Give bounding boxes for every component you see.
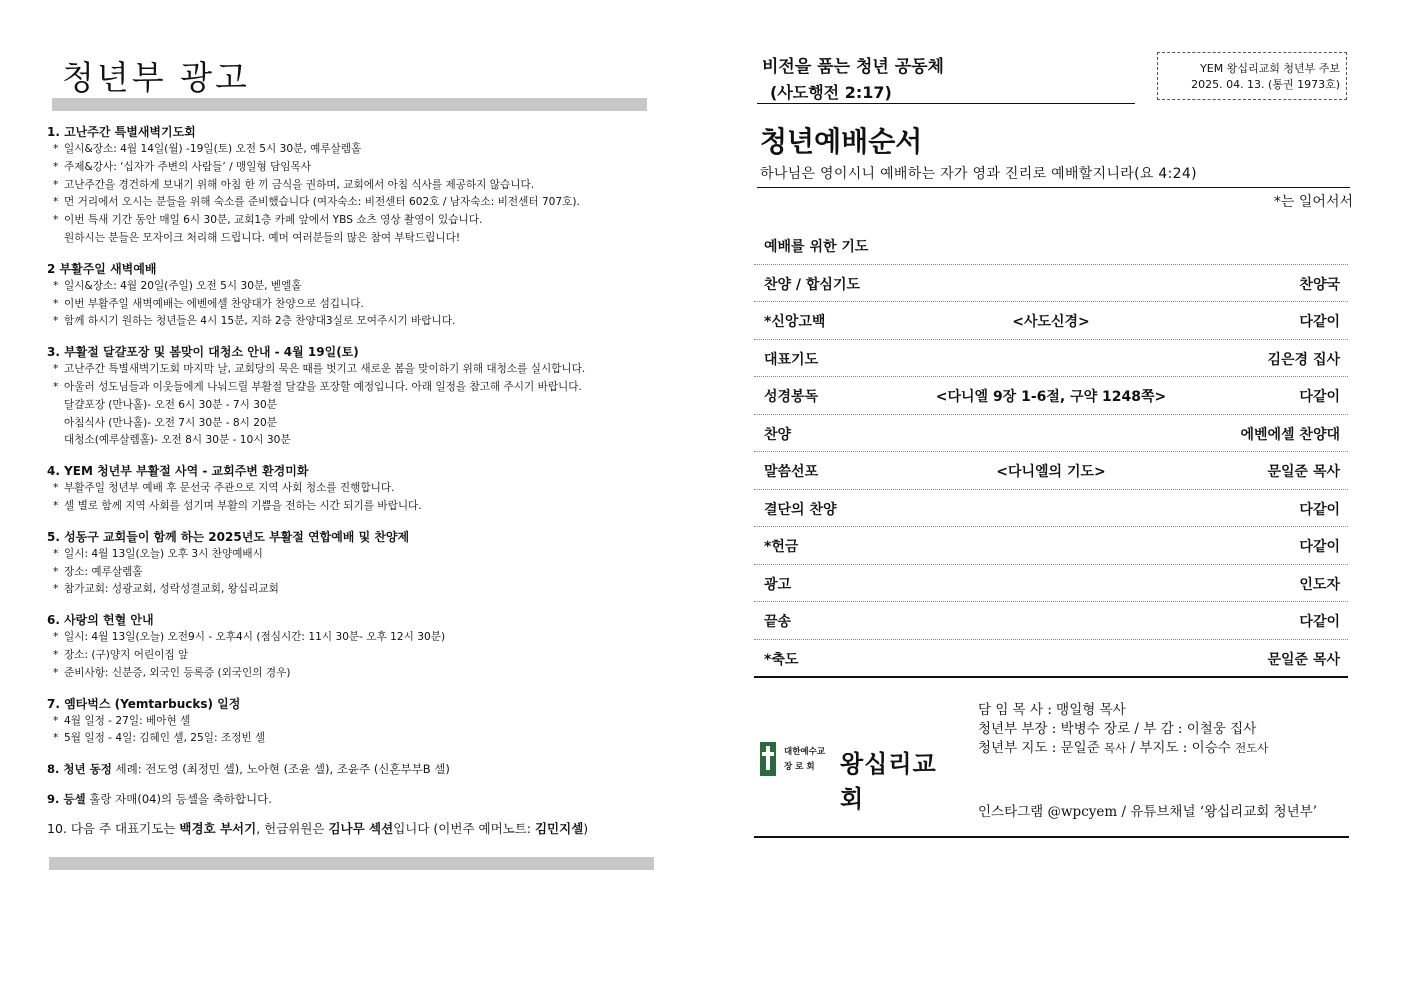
bulletin-date: 2025. 04. 13. (통권 1973호) [1191,78,1340,91]
announcement-line-text: 아침식사 (만나홀)- 오전 7시 30분 - 8시 20분 [64,416,277,429]
worship-order-list [754,227,1348,678]
staff-youth-guide [978,739,1268,758]
order-center: <다니엘 9장 1-6절, 구약 1248쪽> [935,389,1167,405]
bulletin-info-box [1157,52,1347,100]
order-name: 결단의 찬양 [764,501,837,518]
announcement-line-text: 4월 일정 - 27일: 베아현 셀 [64,714,191,727]
announcement-line-text: 부활주일 청년부 예배 후 문선국 주관으로 지역 사회 청소를 진행합니다. [64,482,395,495]
announcement-line [47,141,652,159]
announcement-line [47,361,652,379]
order-row [754,452,1348,490]
standing-note: *는 일어서서 [1273,194,1353,210]
announcement-prefix: 10. 다음 주 대표기도는 [47,821,180,837]
announcement-title: 8. 청년 동정 [47,762,112,777]
announcement-line [47,313,652,331]
announcement-line-text: 고난주간 특별새벽기도회 마지막 날, 교회당의 묵은 때를 벗기고 새로운 봄을 맞이하기 위해 대청소를 실시합니다. [64,363,586,376]
order-row [754,377,1348,415]
order-right: 문일준 목사 [1267,464,1340,480]
announcement-mid: , 헌금위원은 [256,821,329,837]
order-name: *헌금 [764,539,799,555]
announcement-line-text: 일시: 4월 13일(오늘) 오후 3시 찬양예배시 [64,547,263,560]
announcement-title: 2 부활주일 새벽예배 [47,261,157,276]
announcement-line [47,415,652,433]
announcement-line-text: 참가교회: 성광교회, 성락성결교회, 왕십리교회 [64,583,279,596]
staff-senior-pastor: 담 임 목 사 : 맹일형 목사 [978,702,1126,718]
announcement-sections [47,123,652,748]
announcement-line [47,212,652,230]
bullet-star: * [53,547,59,560]
announcement-line-text: 일시&장소: 4월 14일(월) -19일(토) 오전 5시 30분, 예루살렘홀 [64,143,362,155]
bullet-star: * [53,196,59,209]
order-name: 말씀선포 [764,464,819,480]
order-name: 찬양 [764,426,792,443]
announcement-item-2 [47,260,652,331]
announcement-line-text: 셀 별로 함께 지역 사회를 섬기며 부활의 기쁨을 전하는 시간 되기를 바랍니다. [64,499,422,512]
bullet-star: * [53,160,59,173]
announcement-line [47,546,652,564]
announcement-line-text: 이번 특새 기간 동안 매일 6시 30분, 교회1층 카페 앞에서 YBS 쇼츠 영상 촬영이 있습니다. [64,214,483,227]
announcement-title: 3. 부활절 달걀포장 및 봄맞이 대청소 안내 - 4월 19일(토) [47,345,359,360]
order-center: <다니엘의 기도> [996,464,1106,480]
order-row [754,415,1348,453]
bullet-star: * [53,648,59,661]
order-right: 다같이 [1299,539,1340,555]
announcement-line-text: 달걀포장 (만나홀)- 오전 6시 30분 - 7시 30분 [64,398,277,411]
announcement-line [47,480,652,498]
announcement-line-text: 원하시는 분들은 모자이크 처리해 드립니다. 예머 여러분들의 많은 참여 부탁드립니다! [64,231,461,244]
bottom-bar [49,857,654,870]
staff-youth-head: 청년부 부장 : 박병수 장로 / 부 감 : 이철웅 집사 [978,721,1257,737]
logo-church-name: 왕십리교회 [840,749,937,813]
announcement-line-text: 아울러 성도님들과 이웃들에게 나눠드릴 부활절 달걀을 포장할 예정입니다. 아래 일정을 참고해 주시기 바랍니다. [64,380,582,393]
order-right: 김은경 집사 [1267,351,1340,368]
order-name: 예배를 위한 기도 [764,239,869,255]
offering-team: 김나무 섹션 [328,821,394,837]
worship-order-title: 청년예배순서 [760,125,923,158]
bullet-star: * [53,499,59,512]
logo-small-line-1: 대한예수교 [784,747,826,757]
vision-heading [762,55,944,105]
announcement-item-4 [47,462,652,516]
bullet-star: * [53,143,59,155]
staff-subguide-name: / 부지도 : 이승수 [1126,740,1236,756]
order-name: 광고 [764,576,792,593]
bullet-star: * [53,279,59,292]
announcement-line [47,177,652,195]
announcement-line [47,194,652,212]
vision-reference: (사도행전 2:17) [770,83,892,102]
announcement-line [47,665,652,683]
order-right: 인도자 [1299,576,1340,593]
announcement-line-text: 대청소(예루살렘홀)- 오전 8시 30분 - 10시 30분 [64,434,291,447]
bullet-star: * [53,178,59,191]
announcement-title: 7. 옘타벅스 (Yemtarbucks) 일정 [47,696,241,711]
announcement-line-text: 장소: (구)양지 어린이집 앞 [64,648,189,661]
announcement-item-7 [47,695,652,749]
announcement-line [47,498,652,516]
order-row [754,340,1348,378]
announcement-line [47,581,652,599]
announcement-item-1 [47,123,652,248]
announcement-list [47,123,652,850]
announcement-mid2: 입니다 (이번주 예머노트: [393,821,535,837]
vision-title: 비전을 품는 청년 공동체 [762,57,944,77]
announcement-line-text: 주제&강사: ‘십자가 주변의 사람들’ / 맹일형 담임목사 [64,160,312,173]
logo-small-line-2: 장 로 회 [784,762,815,772]
announcement-suffix: ) [583,821,589,837]
announcement-line-text: 고난주간을 경건하게 보내기 위해 아침 한 끼 금식을 권하며, 교회에서 아침 식사를 제공하지 않습니다. [64,178,535,191]
page-title: 청년부 광고 [62,58,250,97]
verse-underline [757,187,1350,188]
order-name: 대표기도 [764,351,819,368]
church-logo [760,740,960,813]
order-row [754,565,1348,603]
announcement-item-6 [47,611,652,682]
order-name: *축도 [764,651,799,668]
announcement-item-10 [47,820,652,838]
order-name: 찬양 / 합심기도 [764,276,861,293]
order-row [754,302,1348,340]
announcement-text: 훌랑 자매(04)의 등셀을 축하합니다. [89,792,272,807]
announcement-line-text: 준비사항: 신분증, 외국인 등록증 (외국인의 경우) [64,666,291,679]
announcement-line [47,296,652,314]
social-links: 인스타그램 @wpcyem / 유튜브채널 ‘왕십리교회 청년부’ [978,804,1317,820]
announcement-line [47,629,652,647]
order-row [754,490,1348,528]
bullet-star: * [53,583,59,596]
announcement-line [47,159,652,177]
announcement-line [47,278,652,296]
bullet-star: * [53,297,59,310]
staff-guide-title: 목사 [1104,741,1127,755]
order-right: 다같이 [1299,614,1340,630]
order-right: 다같이 [1299,501,1340,518]
announcement-line-text: 먼 거리에서 오시는 분들을 위해 숙소를 준비했습니다 (여자숙소: 비전센터 602호 / 남자숙소: 비전센터 707호). [64,196,580,209]
bulletin-name: YEM 왕십리교회 청년부 주보 [1200,62,1340,75]
announcement-title: 9. 등셀 [47,792,86,807]
logo-denomination [784,745,834,775]
order-row [754,227,1348,265]
order-row [754,265,1348,303]
order-center: <사도신경> [1012,314,1090,330]
announcement-line [47,730,652,748]
announcement-line-text: 5월 일정 - 4일: 김혜인 셀, 25일: 조정빈 셀 [64,732,266,745]
announcement-title: 1. 고난주간 특별새벽기도회 [47,125,196,139]
bible-verse: 하나님은 영이시니 예배하는 자가 영과 진리로 예배할지니라(요 4:24) [760,166,1197,182]
announcement-item-3 [47,343,652,450]
announcement-line-text: 함께 하시기 원하는 청년들은 4시 15분, 지하 2층 찬양대3실로 모여주시기 바랍니다. [64,315,456,328]
order-right: 문일준 목사 [1267,651,1340,668]
order-name: *신앙고백 [764,314,826,330]
order-right: 다같이 [1299,314,1340,330]
staff-subguide-title: 전도사 [1235,741,1269,755]
note-cell: 김민지셀 [534,821,584,837]
bullet-star: * [53,380,59,393]
announcement-line [47,713,652,731]
announcement-item-8 [47,760,652,778]
title-underline-bar [52,98,647,111]
order-right: 에벤에셀 찬양대 [1240,426,1340,443]
staff-info [978,701,1268,758]
announcement-line-text: 일시&장소: 4월 20일(주일) 오전 5시 30분, 벧엘홀 [64,279,302,292]
prayer-leader: 백경호 부서기 [179,821,257,837]
bullet-star: * [53,214,59,227]
order-row [754,640,1348,679]
order-right: 다같이 [1299,389,1340,405]
announcement-item-5 [47,528,652,599]
order-right: 찬양국 [1299,276,1340,293]
cross-icon [760,742,776,776]
order-name: 끝송 [764,614,792,630]
bottom-rule [754,836,1349,838]
announcement-line-text: 이번 부활주일 새벽예배는 에벤에셀 찬양대가 찬양으로 섬깁니다. [64,297,364,310]
announcement-text: 세례: 전도영 (최정민 셀), 노아현 (조윤 셀), 조윤주 (신혼부부B 셀) [115,762,450,777]
staff-guide-name: 청년부 지도 : 문일준 [978,740,1105,756]
announcement-line [47,230,652,248]
announcement-line [47,432,652,450]
announcement-line-text: 일시: 4월 13일(오늘) 오전9시 - 오후4시 (점심시간: 11시 30분- 오후 12시 30분) [64,631,446,644]
announcement-title: 4. YEM 청년부 부활절 사역 - 교회주변 환경미화 [47,464,309,479]
announcement-line [47,564,652,582]
announcement-line [47,379,652,397]
bullet-star: * [53,482,59,495]
bullet-star: * [53,315,59,328]
announcement-line [47,397,652,415]
bullet-star: * [53,363,59,376]
bullet-star: * [53,565,59,578]
announcement-line [47,647,652,665]
bullet-star: * [53,732,59,745]
bullet-star: * [53,666,59,679]
order-name: 성경봉독 [764,389,819,405]
bullet-star: * [53,631,59,644]
order-row [754,527,1348,565]
announcement-title: 5. 성동구 교회들이 함께 하는 2025년도 부활절 연합예배 및 찬양제 [47,529,410,544]
bullet-star: * [53,714,59,727]
vision-underline [757,103,1135,104]
announcement-line-text: 장소: 예루살렘홀 [64,565,143,578]
announcement-item-9 [47,790,652,808]
order-row [754,602,1348,640]
announcement-title: 6. 사랑의 헌혈 안내 [47,613,154,628]
